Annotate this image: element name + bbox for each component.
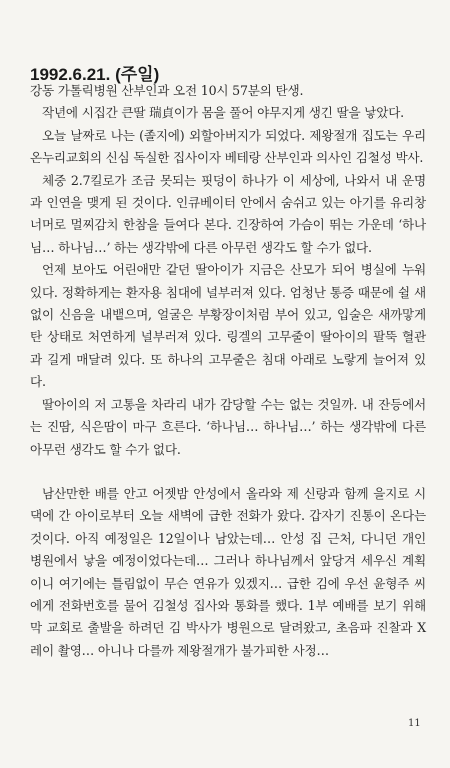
section-gap	[30, 461, 426, 483]
paragraph-phone-call: 남산만한 배를 안고 어젯밤 안성에서 올라와 제 신랑과 함께 을지로 시댁에 간 아이로부터 오늘 새벽에 급한 전화가 왔다. 갑자기 진통이 온다는 것이다. 아직 예정일은 12일이나 남았는데… 안성 집 근처, 다니던 개인 병원에서 낳을 예정이었다는데… 그러나 하나님께서 앞당겨 세우신 계획이니 여기에는 틀림없이 무슨 연유가 있겠지… 급한 김에 우선 윤형주 씨에게 전화번호를 물어 김철성 집사와 통화를 했다. 1부 예배를 보기 위해 막 교회로 출발을 하려던 김 박사가 병원으로 달려왔고, 초음파 진찰과 X레이 촬영… 아니나 다를까 제왕절개가 불가피한 사정…	[30, 485, 426, 658]
paragraph-birth-note: 강동 가톨릭병원 산부인과 오전 10시 57분의 탄생.	[30, 83, 304, 98]
page-number: 11	[408, 718, 421, 729]
paragraph-incubator: 체중 2.7킬로가 조금 못되는 핏덩이 하나가 이 세상에, 나와서 내 운명과 인연을 맺게 된 것이다. 인큐베이터 안에서 숨쉬고 있는 아기를 유리창 너머로 멀찌감치 한참을 들여다 본다. 긴장하여 가슴이 뛰는 가운데 ‘하나님… 하나님…’ 하는 생각밖에 다른 아무런 생각도 할 수가 없다.	[30, 172, 426, 255]
paragraph-pain: 딸아이의 저 고통을 차라리 내가 감당할 수는 없는 것일까. 내 잔등에서는 진땀, 식은땀이 마구 흐른다. ‘하나님… 하나님…’ 하는 생각밖에 다른 아무런 생각도 할 수가 없다.	[30, 396, 426, 457]
diary-date-heading: 1992.6.21. (주일)	[30, 65, 160, 84]
paragraph-hospital-bed: 언제 보아도 어린애만 같던 딸아이가 지금은 산모가 되어 병실에 누워 있다. 정확하게는 환자용 침대에 널부러져 있다. 엄청난 통증 때문에 쉴 새없이 신음을 내뱉으며, 얼굴은 부황장이처럼 부어 있고, 입술은 새까맣게 탄 상태로 처연하게 널부러져 있다. 링겔의 고무줄이 딸아이의 팔뚝 혈관과 길게 매달려 있다. 또 하나의 고무줄은 침대 아래로 노랗게 늘어져 있다.	[30, 262, 426, 390]
diary-body	[30, 80, 426, 662]
paragraph-daughter: 작년에 시집간 큰딸 瑞貞이가 몸을 풀어 야무지게 생긴 딸을 낳았다.	[42, 105, 404, 121]
paragraph-grandfather: 오늘 날짜로 나는 (졸지에) 외할아버지가 되었다. 제왕절개 집도는 우리 온누리교회의 신심 독실한 집사이자 베테랑 산부인과 의사인 김철성 박사.	[30, 127, 426, 166]
